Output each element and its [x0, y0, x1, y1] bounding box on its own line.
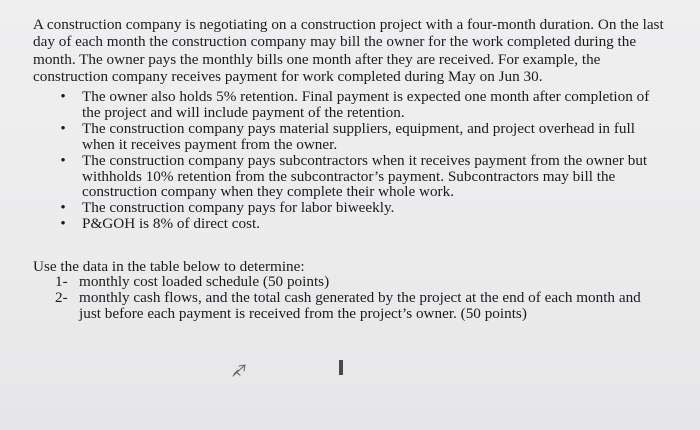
- bullet-text: P&GOH is 8% of direct cost.: [82, 215, 261, 233]
- task-number: 1-: [55, 273, 68, 290]
- bullet-icon: •: [60, 88, 66, 105]
- list-item: [56, 216, 668, 232]
- task-text: monthly cash flows, and the total cash generated by the project at the end of each month and just before each payment is received from the project’s owner. (50 points): [79, 289, 641, 323]
- instruction-line: Use the data in the table below to determine:: [33, 258, 305, 275]
- bullet-text: The owner also holds 5% retention. Final payment is expected one month after completion of the project and will include payment of the retention.: [82, 88, 650, 121]
- list-item: [56, 89, 668, 121]
- list-item: [56, 200, 668, 216]
- conditions-list: [56, 89, 668, 232]
- task-number: 2-: [55, 289, 68, 307]
- task-list: [55, 274, 655, 323]
- bullet-text: The construction company pays subcontractors when it receives payment from the owner but withholds 10% retention from the subcontractor’s payment. Subcontractors may bill the construction company when they complete their whole work.: [82, 151, 648, 201]
- bullet-icon: •: [60, 215, 66, 233]
- task-item: [55, 274, 655, 290]
- bullet-text: The construction company pays material suppliers, equipment, and project overhead in full when it receives payment from the owner.: [82, 119, 635, 153]
- bullet-text: The construction company pays for labor biweekly.: [82, 199, 395, 217]
- task-text: monthly cost loaded schedule (50 points): [79, 273, 330, 290]
- bullet-icon: •: [60, 151, 66, 169]
- text-caret-icon: [339, 360, 343, 375]
- pointer-arrow-icon: [231, 362, 249, 378]
- list-item: [56, 153, 668, 201]
- bullet-icon: •: [60, 119, 66, 137]
- bullet-icon: •: [60, 199, 66, 217]
- intro-paragraph: A construction company is negotiating on a construction project with a four-month duration. On the last day of each month the construction company may bill the owner for the work completed during the month. The owner pays the monthly bills one month after they are received. For example, the construction company receives payment for work completed during May on Jun 30.: [33, 16, 664, 85]
- list-item: [56, 121, 668, 153]
- task-item: [55, 290, 655, 322]
